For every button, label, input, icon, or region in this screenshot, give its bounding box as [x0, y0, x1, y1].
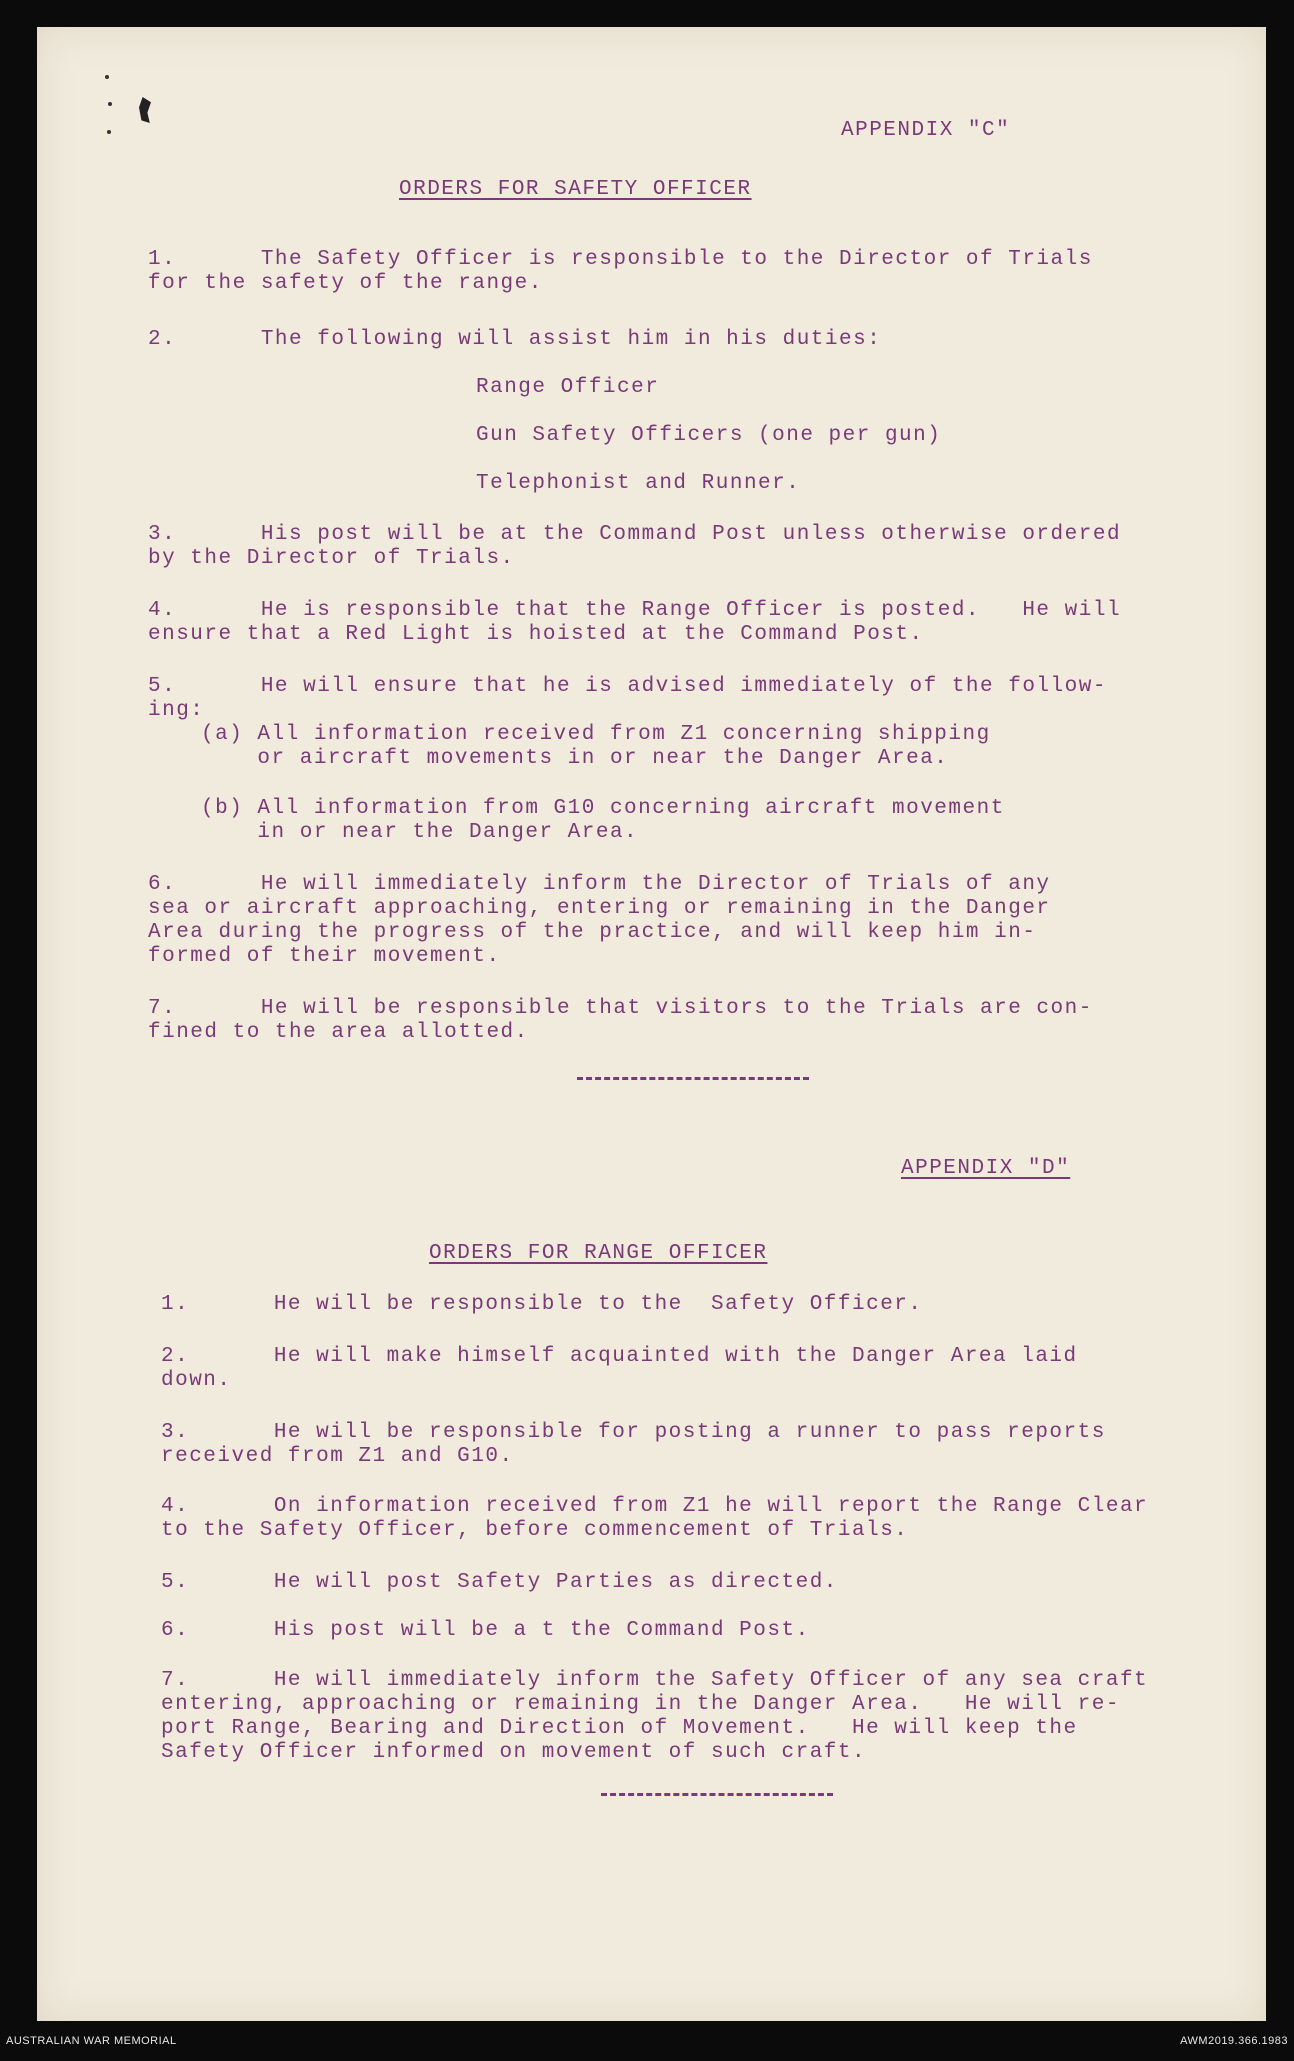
c-para-1-line-1: 1. The Safety Officer is responsible to the Director of Trials	[148, 248, 1093, 271]
d-para-7-line-2: entering, approaching or remaining in the Danger Area. He will re-	[161, 1693, 1120, 1716]
c-para-3-line-1: 3. His post will be at the Command Post unless otherwise ordered	[148, 523, 1122, 546]
d-para-6: 6. His post will be a t the Command Post.	[161, 1619, 810, 1642]
d-para-7-line-1: 7. He will immediately inform the Safety Officer of any sea craft	[161, 1669, 1149, 1692]
c-para-6-line-3: Area during the progress of the practice, and will keep him in-	[148, 921, 1037, 944]
footer-accession-number: AWM2019.366.1983	[1180, 2035, 1288, 2047]
appendix-d-label: APPENDIX "D"	[901, 1157, 1071, 1180]
d-para-4-line-1: 4. On information received from Z1 he will report the Range Clear	[161, 1495, 1149, 1518]
c-para-6-line-1: 6. He will immediately inform the Director of Trials of any	[148, 873, 1051, 896]
paper-tear-mark	[139, 97, 151, 123]
footer-institution: AUSTRALIAN WAR MEMORIAL	[6, 2035, 177, 2047]
c-para-5a-line-1: (a) All information received from Z1 concerning shipping	[201, 723, 991, 746]
c-para-3-line-2: by the Director of Trials.	[148, 547, 515, 570]
appendix-c-title: ORDERS FOR SAFETY OFFICER	[399, 178, 752, 201]
d-para-3-line-2: received from Z1 and G10.	[161, 1445, 514, 1468]
c-para-4-line-1: 4. He is responsible that the Range Officer is posted. He will	[148, 599, 1122, 622]
section-divider	[577, 1077, 809, 1080]
punch-hole-mark	[107, 130, 111, 134]
c-para-5b-line-1: (b) All information from G10 concerning aircraft movement	[201, 797, 1005, 820]
d-para-2-line-2: down.	[161, 1369, 232, 1392]
d-para-5: 5. He will post Safety Parties as directed.	[161, 1571, 838, 1594]
document-page	[37, 27, 1266, 2021]
d-para-7-line-3: port Range, Bearing and Direction of Movement. He will keep the	[161, 1717, 1078, 1740]
section-divider	[601, 1793, 833, 1796]
c-para-5b-line-2: in or near the Danger Area.	[201, 821, 639, 844]
appendix-d-title: ORDERS FOR RANGE OFFICER	[429, 1242, 768, 1265]
c-para-7-line-2: fined to the area allotted.	[148, 1021, 529, 1044]
c-para-5a-line-2: or aircraft movements in or near the Danger Area.	[201, 747, 949, 770]
d-para-4-line-2: to the Safety Officer, before commencement of Trials.	[161, 1519, 909, 1542]
punch-hole-mark	[105, 75, 109, 79]
c-assistant-item: Range Officer	[476, 376, 660, 399]
c-para-4-line-2: ensure that a Red Light is hoisted at the Command Post.	[148, 623, 924, 646]
d-para-2-line-1: 2. He will make himself acquainted with the Danger Area laid	[161, 1345, 1078, 1368]
c-para-6-line-4: formed of their movement.	[148, 945, 501, 968]
c-para-5-line-2: ing:	[148, 699, 205, 722]
d-para-7-line-4: Safety Officer informed on movement of such craft.	[161, 1741, 867, 1764]
c-assistant-item: Gun Safety Officers (one per gun)	[476, 424, 942, 447]
c-para-1-line-2: for the safety of the range.	[148, 272, 543, 295]
d-para-3-line-1: 3. He will be responsible for posting a runner to pass reports	[161, 1421, 1106, 1444]
c-para-6-line-2: sea or aircraft approaching, entering or remaining in the Danger	[148, 897, 1051, 920]
c-para-7-line-1: 7. He will be responsible that visitors to the Trials are con-	[148, 997, 1093, 1020]
c-para-5-line-1: 5. He will ensure that he is advised immediately of the follow-	[148, 675, 1107, 698]
appendix-c-label: APPENDIX "C"	[841, 119, 1011, 142]
c-para-2: 2. The following will assist him in his duties:	[148, 328, 882, 351]
d-para-1: 1. He will be responsible to the Safety Officer.	[161, 1293, 923, 1316]
c-assistant-item: Telephonist and Runner.	[476, 472, 801, 495]
punch-hole-mark	[108, 102, 112, 106]
